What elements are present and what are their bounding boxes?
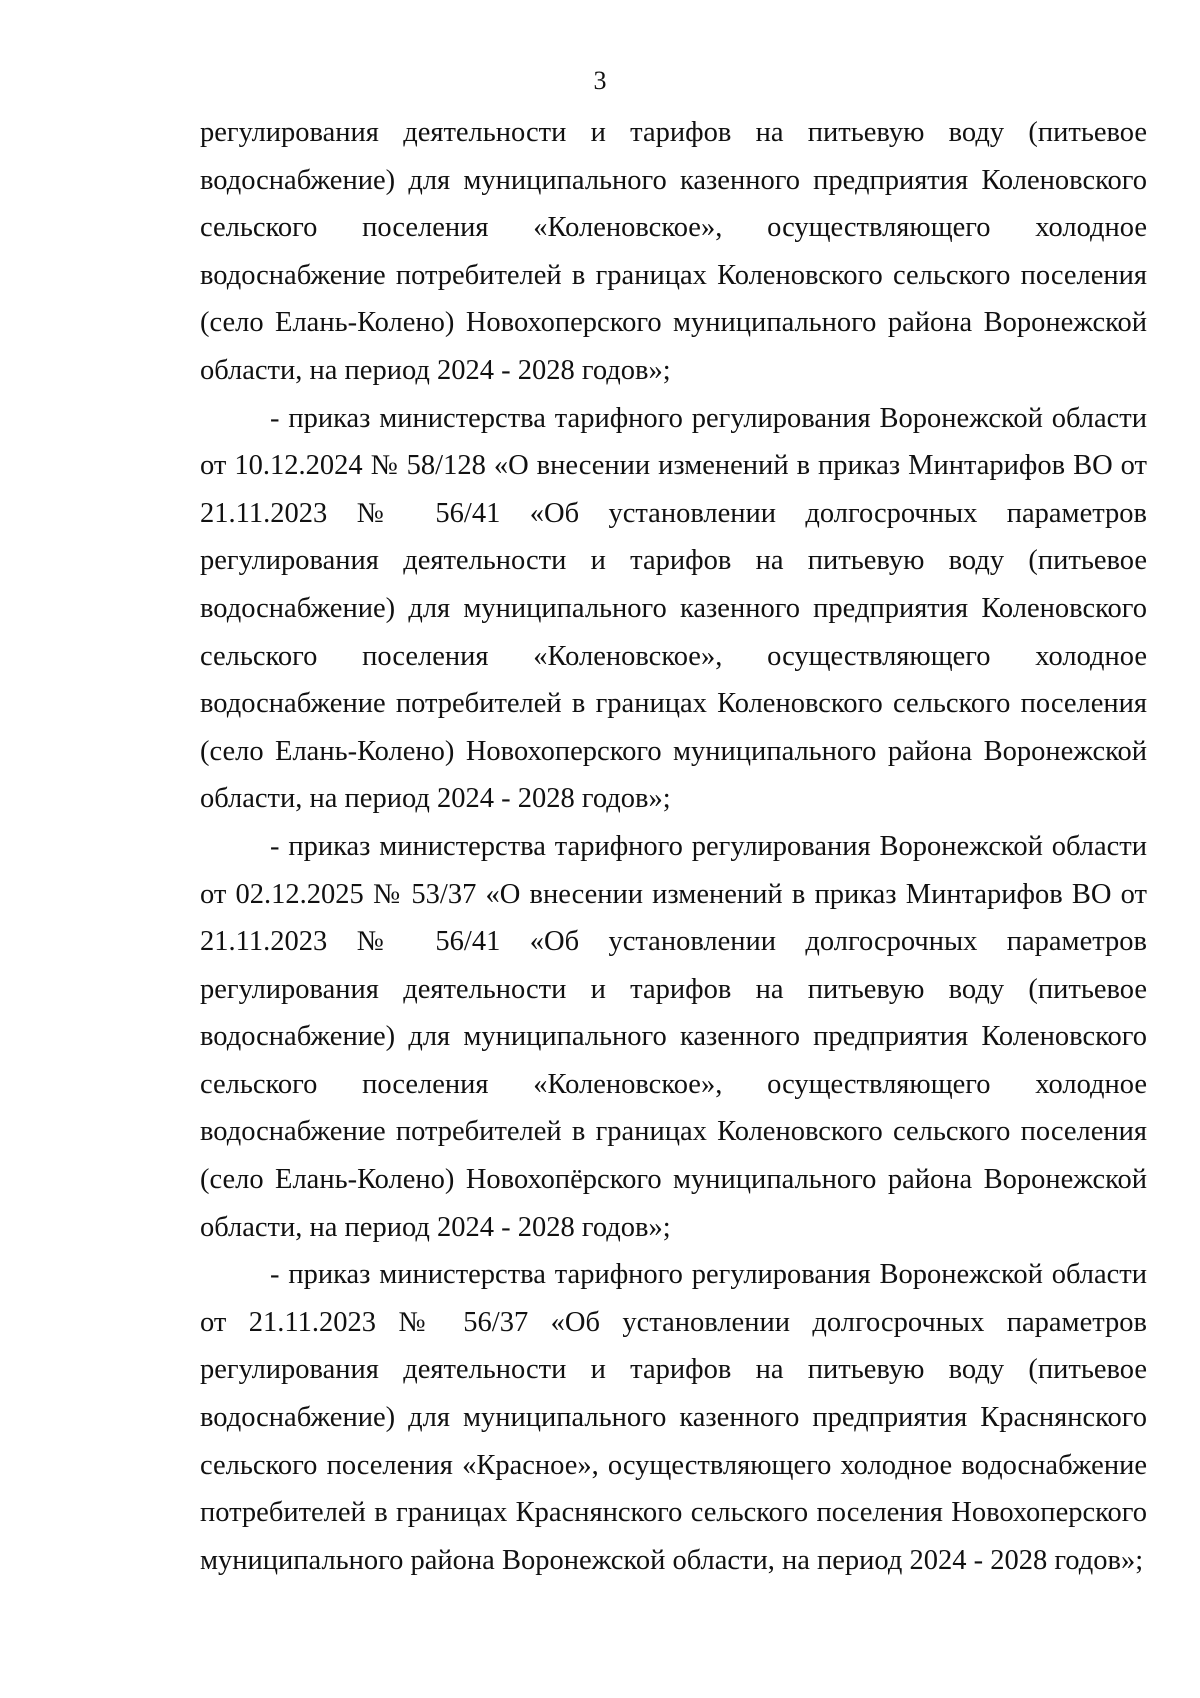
paragraph-order-53-37: - приказ министерства тарифного регулирования Воронежской области от 02.12.2025 № 53/37 «О внесении изменений в приказ Минтарифов ВО от 21.11.2023 № 56/41 «Об установлении долгосрочных параметров регулирования деятельности и тарифов на питьевую воду (питьевое водоснабжение) для муниципального казенного предприятия Коленовского сельского поселения «Коленовское», осуществляющего холодное водоснабжение потребителей в границах Коленовского сельского поселения (село Елань-Колено) Новохопёрского муниципального района Воронежской области, на период 2024 - 2028 годов»;: [200, 830, 1147, 1243]
document-body: [200, 109, 1147, 1584]
paragraph-continuation: регулирования деятельности и тарифов на питьевую воду (питьевое водоснабжение) для муниципального казенного предприятия Коленовского сельского поселения «Коленовское», осуществляющего холодное водоснабжение потребителей в границах Коленовского сельского поселения (село Елань-Колено) Новохоперского муниципального района Воронежской области, на период 2024 - 2028 годов»;: [200, 117, 1147, 386]
paragraph-order-56-37: - приказ министерства тарифного регулирования Воронежской области от 21.11.2023 № 56/37 «Об установлении долгосрочных параметров регулирования деятельности и тарифов на питьевую воду (питьевое водоснабжение) для муниципального казенного предприятия Краснянского сельского поселения «Красное», осуществляющего холодное водоснабжение потребителей в границах Краснянского сельского поселения Новохоперского муниципального района Воронежской области, на период 2024 - 2028 годов»;: [200, 1259, 1147, 1576]
paragraph-order-58-128: - приказ министерства тарифного регулирования Воронежской области от 10.12.2024 № 58/128 «О внесении изменений в приказ Минтарифов ВО от 21.11.2023 № 56/41 «Об установлении долгосрочных параметров регулирования деятельности и тарифов на питьевую воду (питьевое водоснабжение) для муниципального казенного предприятия Коленовского сельского поселения «Коленовское», осуществляющего холодное водоснабжение потребителей в границах Коленовского сельского поселения (село Елань-Колено) Новохоперского муниципального района Воронежской области, на период 2024 - 2028 годов»;: [200, 402, 1147, 815]
page-number: 3: [593, 66, 607, 95]
